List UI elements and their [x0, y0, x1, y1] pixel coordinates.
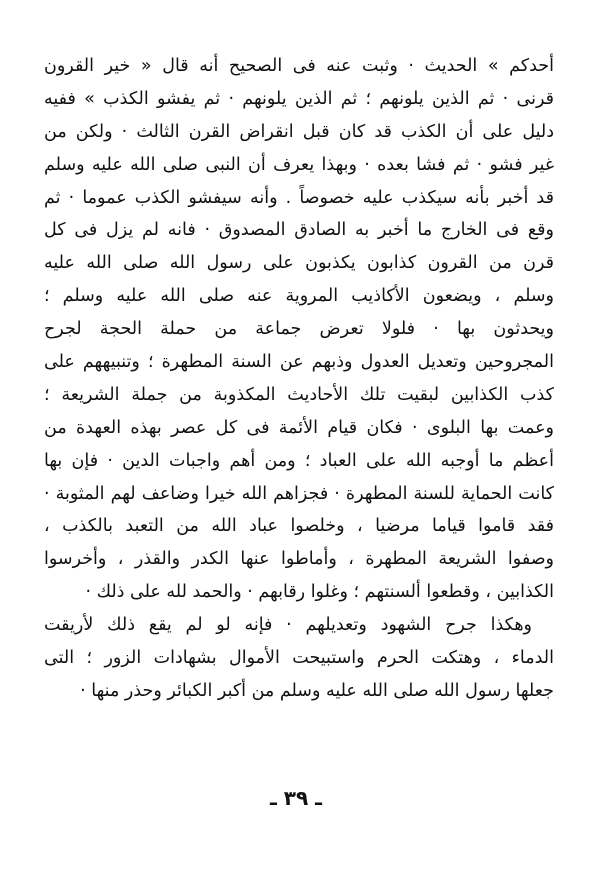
text-line: جعلها رسول الله صلى الله عليه وسلم من أكبر الكبائر وحذر منها ·	[80, 680, 554, 701]
text-line: أحدكم » الحديث · وثبت عنه فى الصحيح أنه قال « خير القرون	[44, 56, 554, 76]
page-number: ـ ٣٩ ـ	[269, 786, 323, 810]
text-line: وقع فى الخارج ما أخبر به الصادق المصدوق · فانه لم يزل فى كل	[44, 220, 554, 241]
text-line: فقد قاموا قياما مرضيا ، وخلصوا عباد الله من التعبد بالكذب ،	[44, 516, 554, 537]
text-line: الدماء ، وهتكت الحرم واستبيحت الأموال بشهادات الزور ؛ التى	[44, 647, 554, 668]
text-line: كانت الحماية للسنة المطهرة · فجزاهم الله خيرا وضاعف لهم المثوبة ·	[44, 483, 554, 504]
text-line: قرنى · ثم الذين يلونهم ؛ ثم الذين يلونهم · ثم يفشو الكذب » ففيه	[44, 88, 554, 109]
text-line: وعمت بها البلوى · فكان قيام الأئمة فى كل عصر بهذه العهدة من	[44, 417, 554, 438]
text-line: ويحدثون بها · فلولا تعرض جماعة من حملة الحجة لجرح	[44, 319, 554, 340]
text-line: وسلم ، ويضعون الأكاذيب المروية عنه صلى الله عليه وسلم ؛	[44, 286, 554, 307]
text-line: قرن من القرون كذابون يكذبون على رسول الله صلى الله عليه	[44, 253, 554, 274]
text-line: وهكذا جرح الشهود وتعديلهم · فإنه لو لم يقع ذلك لأريقت	[44, 615, 532, 635]
text-line: وصفوا الشريعة المطهرة ، وأماطوا عنها الكدر والقذر ، وأخرسوا	[44, 549, 554, 570]
text-line: دليل على أن الكذب قد كان قبل انقراض القرن الثالث · ولكن من	[44, 121, 554, 142]
text-line: المجروحين وتعديل العدول وذبهم عن السنة المطهرة ؛ وتنبيههم على	[44, 352, 554, 373]
text-line: قد أخبر بأنه سيكذب عليه خصوصاً . وأنه سيفشو الكذب عموما · ثم	[44, 187, 554, 208]
text-line: غير فشو · ثم فشا بعده · وبهذا يعرف أن النبى صلى الله عليه وسلم	[44, 154, 554, 175]
text-line: أعظم ما أوجبه الله على العباد ؛ ومن أهم واجبات الدين · فإن بها	[44, 450, 554, 471]
paragraph-2	[44, 609, 554, 708]
text-line: كذب الكذابين لبقيت تلك الأحاديث المكذوبة من جملة الشريعة ؛	[44, 384, 554, 405]
text-line: الكذابين ، وقطعوا ألسنتهم ؛ وغلوا رقابهم · والحمد لله على ذلك ·	[85, 582, 554, 603]
paragraph-1	[44, 50, 554, 609]
